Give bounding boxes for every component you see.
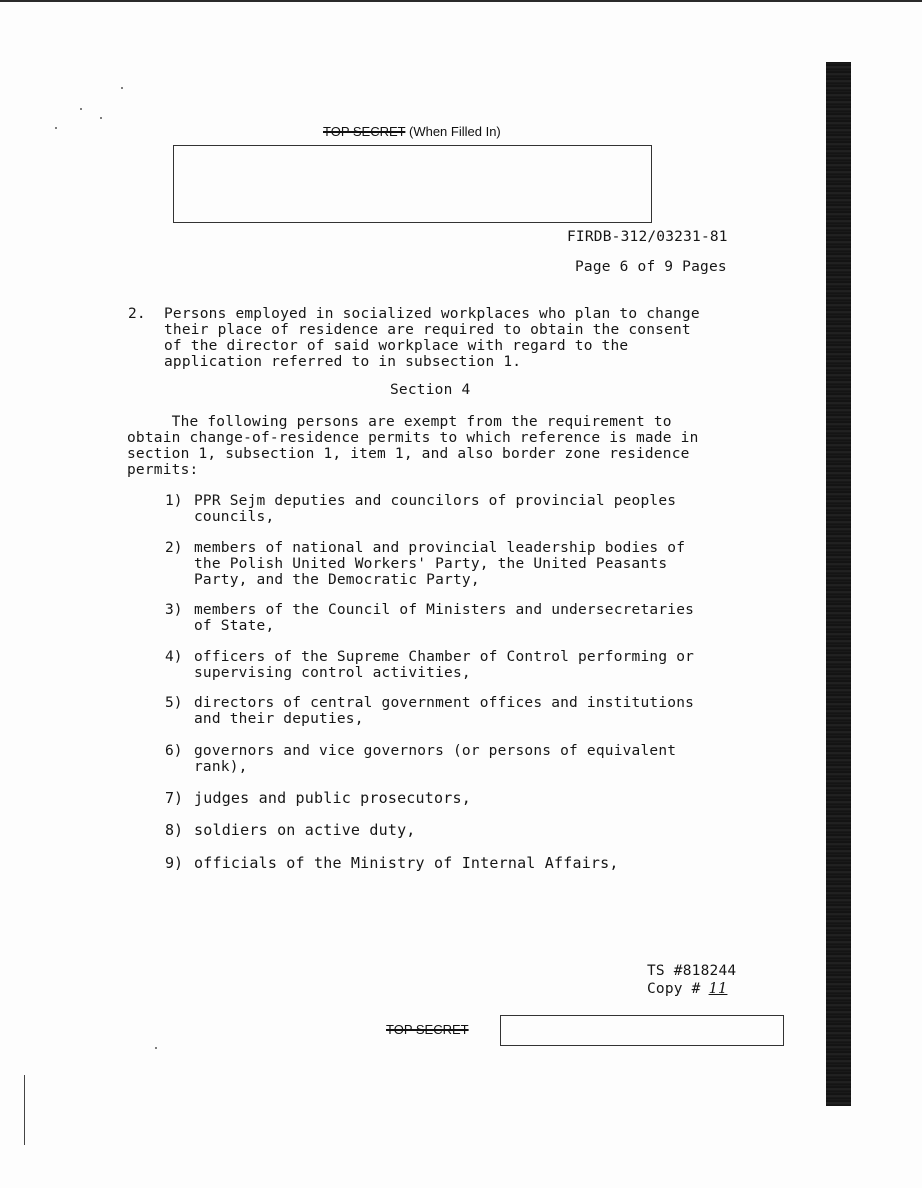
intro-paragraph: The following persons are exempt from the requirement to obtain change-of-residence permits to which reference is made in section 1, subsection 1, item 1, and also border zone residence permits: — [127, 414, 699, 478]
scan-speck — [121, 87, 123, 89]
classification-note: (When Filled In) — [409, 124, 501, 139]
list-item-number: 6) — [165, 743, 183, 759]
scan-speck — [100, 117, 102, 119]
scan-speck — [55, 127, 57, 129]
list-item-number: 5) — [165, 695, 183, 711]
footer-classification-struck: TOP SECRET — [386, 1022, 469, 1037]
section-heading: Section 4 — [390, 382, 471, 398]
header-blank-box — [173, 145, 652, 223]
list-item-text: members of the Council of Ministers and undersecretaries of State, — [194, 602, 695, 634]
footer-blank-box — [500, 1015, 784, 1046]
page-indicator: Page 6 of 9 Pages — [575, 259, 727, 275]
header-classification — [323, 124, 501, 139]
scan-edge-bar — [826, 62, 851, 1106]
list-item-number: 1) — [165, 493, 183, 509]
list-item-text: officials of the Ministry of Internal Affairs, — [194, 854, 619, 872]
copy-label: Copy # — [647, 981, 701, 997]
classification-struck: TOP SECRET — [323, 124, 406, 139]
list-item-text: governors and vice governors (or persons of equivalent rank), — [194, 743, 677, 775]
scan-top-border — [0, 0, 922, 2]
copy-line — [647, 981, 739, 997]
list-item-number: 2) — [165, 540, 183, 556]
copy-number: 11 — [708, 981, 728, 997]
list-item-text: judges and public prosecutors, — [194, 789, 471, 807]
list-item-text: soldiers on active duty, — [194, 821, 416, 839]
list-item-text: directors of central government offices and institutions and their deputies, — [194, 695, 695, 727]
list-item-text: officers of the Supreme Chamber of Control performing or supervising control activities, — [194, 649, 695, 681]
list-item-number: 4) — [165, 649, 183, 665]
list-item-number: 7) — [165, 789, 184, 807]
list-item-number: 3) — [165, 602, 183, 618]
reference-number: FIRDB-312/03231-81 — [567, 229, 728, 245]
list-item-number: 9) — [165, 854, 184, 872]
ts-number: TS #818244 — [647, 963, 737, 979]
scan-speck — [155, 1047, 157, 1049]
footer-classification — [386, 1022, 469, 1037]
list-item-text: PPR Sejm deputies and councilors of provincial peoples councils, — [194, 493, 677, 525]
paragraph-number: 2. — [128, 306, 146, 322]
scan-speck — [80, 108, 82, 110]
paragraph-text: Persons employed in socialized workplaces who plan to change their place of residence are required to obtain the consent of the director of said workplace with regard to the application referred to in subsection 1. — [164, 306, 700, 370]
list-item-number: 8) — [165, 821, 184, 839]
list-item-text: members of national and provincial leadership bodies of the Polish United Workers' Party, the United Peasants Party, and the Democratic Party, — [194, 540, 686, 588]
scan-left-edge — [24, 1075, 25, 1145]
